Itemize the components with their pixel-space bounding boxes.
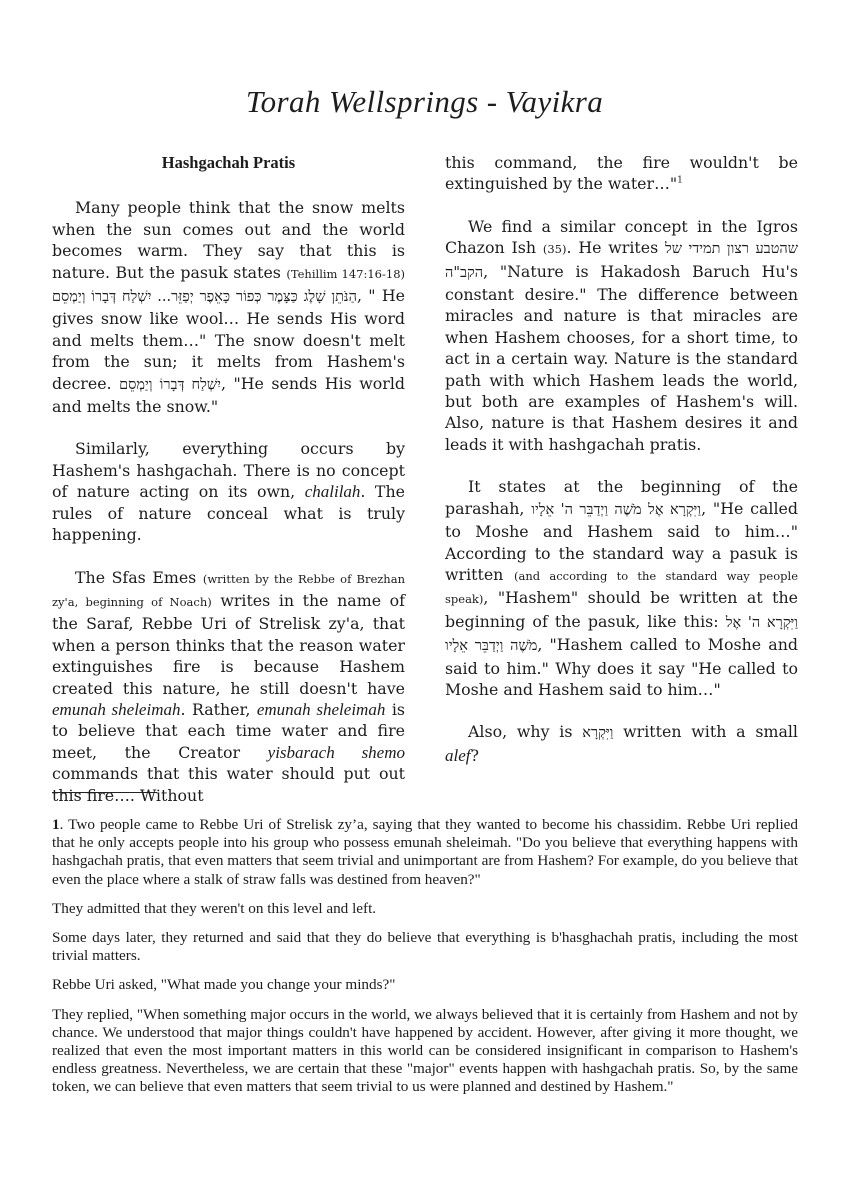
text-span: written with a small (613, 722, 798, 742)
footnote-paragraph: They replied, "When something major occurs in the world, we always believed that it is certainly from Hashem and not by chance. We understood that major things couldn't have happened by accident. However, after giving it more thought, we realized that even the most important matters in this world can be considered insignificant in comparison to Hashem's endless greatness. Nevertheless, we are certain that these "major" events happen with hashgachah pratis. So, by the same token, we can believe that even matters that seem trivial to us were planned and destined by Hashem." (52, 1005, 798, 1096)
text-span: , " He gives snow like wool… He sends His word and melts them…" The snow doesn't melt from the sun; it melts from Hashem's decree. (52, 286, 405, 393)
text-span: commands that this water should put out this fire…. Without (52, 764, 405, 805)
left-column (52, 152, 405, 827)
paragraph-vayikra (445, 476, 798, 700)
text-span: , "Nature is Hakadosh Baruch Hu's constant desire." The difference between miracles and nature is that miracles are when Hashem chooses, for a short time, to act in a certain way. Nature is the standard path with which Hashem leads the world, but both are examples of Hashem's will. Also, nature is that Hashem desires it and leads it with hashgachah pratis. (445, 261, 798, 454)
paragraph-snow (52, 197, 405, 417)
section-heading: Hashgachah Pratis (161, 153, 296, 172)
paragraph-sfas-emes (52, 567, 405, 806)
paragraph-small-alef (445, 721, 798, 766)
footnote-1 (52, 816, 798, 889)
text-span: , "He called to Moshe and Hashem said to him…" According to the standard way a pasuk is written (445, 498, 798, 584)
footnote-paragraph: Some days later, they returned and said that they do believe that everything is b'hasghachah pratis, including the most trivial matters. (52, 929, 798, 965)
footnote-divider (52, 792, 157, 793)
paragraph-chazon-ish (445, 216, 798, 455)
italic-term: yisbarach shemo (267, 742, 406, 762)
text-span: It states at the beginning of the parashah, (445, 477, 798, 518)
hebrew-quote: וַיִּקְרָא ה' אֶל מֹשֶׁה וַיְדַבֵּר אֵלָיו (445, 614, 799, 655)
paragraph-nature (52, 438, 405, 545)
text-span: . He writes (566, 238, 666, 258)
text-span: this command, the fire wouldn't be extinguished by the water…" (445, 153, 798, 194)
page-title: Torah Wellsprings - Vayikra (245, 84, 604, 119)
italic-term: emunah sheleimah (256, 699, 386, 719)
citation: (written by the Rebbe of Brezhan zy'a, beginning of Noach) (52, 571, 405, 609)
text-span: , "He sends His world and melts the snow." (52, 373, 405, 417)
italic-term: chalilah (304, 482, 361, 502)
hebrew-quote: וַיִּקְרָא אֶל מֹשֶׁה וַיְדַבֵּר ה' אֵלָיו (531, 501, 702, 518)
citation: (and according to the standard way people speak) (445, 568, 798, 607)
right-column (445, 152, 798, 787)
text-span: . Rather, (180, 699, 257, 719)
text-span: The Sfas Emes (75, 567, 203, 587)
citation: (35) (542, 242, 567, 257)
text-span: Many people think that the snow melts when the sun comes out and the world becomes warm. They say that this is nature. But the pasuk states (52, 198, 405, 282)
italic-term: emunah sheleimah (52, 699, 181, 719)
hebrew-quote: הַנֹּתֵן שָׁלֶג כַּצָּמֶר כְּפוֹר כָּאֵפֶר יְפַזֵּר... יִשְׁלַח דְּבָרוֹ וְיַמְסֵם (52, 289, 357, 306)
italic-term: alef (445, 745, 471, 765)
footnote-marker: 1 (677, 176, 683, 187)
text-span: ? (470, 745, 479, 765)
hebrew-quote: יִשְׁלַח דְּבָרוֹ וְיַמְסֵם (119, 376, 221, 393)
text-span: Similarly, everything occurs by Hashem's hashgachah. There is no concept of nature acting on its own, (52, 439, 405, 502)
hebrew-quote: שהטבע רצון תמידי של הקב"ה (445, 241, 798, 281)
footnote-number: 1 (52, 816, 60, 833)
text-span: , "Hashem called to Moshe and said to him." Why does it say "He called to Moshe and Hashem said to him…" (445, 635, 799, 699)
text-span: Also, why is (468, 722, 583, 742)
text-span: writes in the name of the Saraf, Rebbe Uri of Strelisk zy'a, that when a person thinks that the reason water extinguishes fire is because Hashem created this nature, he still doesn't have (52, 590, 405, 698)
text-span: . The rules of nature conceal what is truly happening. (52, 482, 405, 545)
text-span: We find a similar concept in the Igros Chazon Ish (445, 216, 798, 258)
footnote-paragraph: They admitted that they weren't on this level and left. (52, 899, 377, 917)
hebrew-quote: וַיִּקְרָא (582, 725, 614, 742)
footnotes (52, 816, 798, 1108)
text-span: , "Hashem" should be written at the beginning of the pasuk, like this: (445, 588, 798, 631)
text-span: is to believe that each time water and fire meet, the Creator (52, 699, 405, 762)
footnote-paragraph: Rebbe Uri asked, "What made you change your minds?" (52, 976, 396, 994)
footnote-text: . Two people came to Rebbe Uri of Strelisk zy’a, saying that they wanted to become his chassidim. Rebbe Uri replied that he only accepts people into his group who possess emunah sheleimah. "Do you believe that everything happens with hashgachah pratis, that even matters that seem trivial and unimportant are from Hashem? For example, do you believe that even the place where a stalk of straw falls was destined from heaven?" (52, 816, 798, 888)
citation: (Tehillim 147:16-18) (286, 266, 406, 281)
paragraph-continued (445, 152, 798, 195)
